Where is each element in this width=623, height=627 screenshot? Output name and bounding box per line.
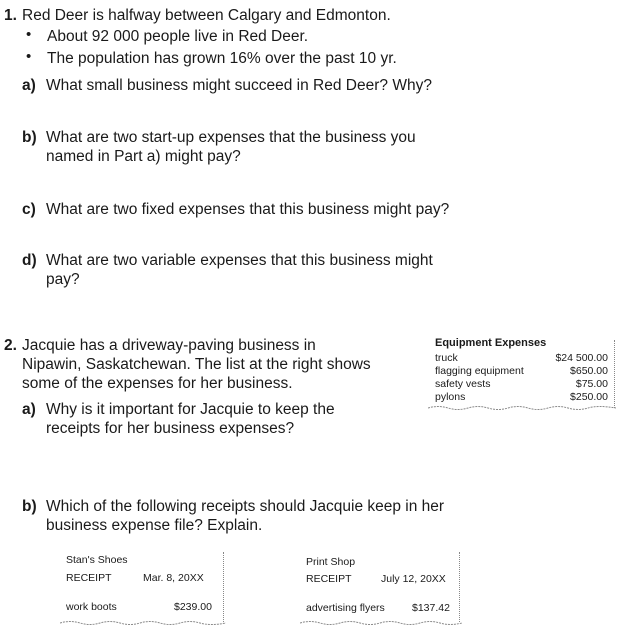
q2-intro-line-2: Nipawin, Saskatchewan. The list at the right shows [22,356,371,373]
receipt-store: Stan's Shoes [66,554,128,566]
torn-edge [60,619,226,627]
equipment-item-amount: $24 500.00 [555,352,608,364]
q1-part-c-text: What are two fixed expenses that this business might pay? [46,201,450,218]
equipment-item-amount: $250.00 [570,391,608,403]
q2-intro-line-3: some of the expenses for her business. [22,375,293,392]
q1-part-d-line-1: What are two variable expenses that this business might [46,252,433,269]
q1-part-c-label: c) [22,201,36,218]
q1-bullet-2: The population has grown 16% over the past 10 yr. [47,50,397,67]
equipment-item-name: truck [435,352,458,364]
q2-part-a-line-1: Why is it important for Jacquie to keep the [46,401,335,418]
receipt-item: work boots [66,601,117,613]
torn-edge [300,619,462,627]
equipment-item-name: pylons [435,391,466,403]
torn-edge [428,404,616,412]
receipt-date: July 12, 20XX [381,573,446,585]
paper-edge [222,552,224,622]
receipt-date: Mar. 8, 20XX [143,572,204,584]
q2-part-b-line-2: business expense file? Explain. [46,517,263,534]
equipment-item-amount: $75.00 [575,378,608,390]
q2-part-b-line-1: Which of the following receipts should Jacquie keep in her [46,498,445,515]
q1-part-d-line-2: pay? [46,271,80,288]
q1-part-d-label: d) [22,252,37,269]
equipment-item-name: safety vests [435,378,491,390]
bullet-dot-icon: • [26,26,32,43]
receipt-store: Print Shop [306,556,356,568]
paper-edge [458,552,460,622]
q1-part-b-line-1: What are two start-up expenses that the business you [46,129,416,146]
equipment-title: Equipment Expenses [435,337,547,349]
receipt-label: RECEIPT [66,572,112,584]
receipt-label: RECEIPT [306,573,352,585]
q1-part-b-line-2: named in Part a) might pay? [46,148,241,165]
bullet-dot-icon: • [26,48,32,65]
q1-part-a-label: a) [22,77,36,94]
equipment-item-amount: $650.00 [570,365,608,377]
q1-part-a-text: What small business might succeed in Red Deer? Why? [46,77,432,94]
q2-part-a-line-2: receipts for her business expenses? [46,420,295,437]
q2-number: 2. [4,337,17,354]
q1-intro: Red Deer is halfway between Calgary and Edmonton. [22,7,391,24]
paper-edge [613,340,615,408]
q2-intro-line-1: Jacquie has a driveway-paving business in [22,337,316,354]
q2-part-b-label: b) [22,498,37,515]
receipt-amount: $239.00 [174,601,212,613]
q1-number: 1. [4,7,17,24]
receipt-amount: $137.42 [412,602,450,614]
q1-part-b-label: b) [22,129,37,146]
receipt-item: advertising flyers [306,602,385,614]
q1-bullet-1: About 92 000 people live in Red Deer. [47,28,309,45]
q2-part-a-label: a) [22,401,36,418]
equipment-item-name: flagging equipment [435,365,524,377]
